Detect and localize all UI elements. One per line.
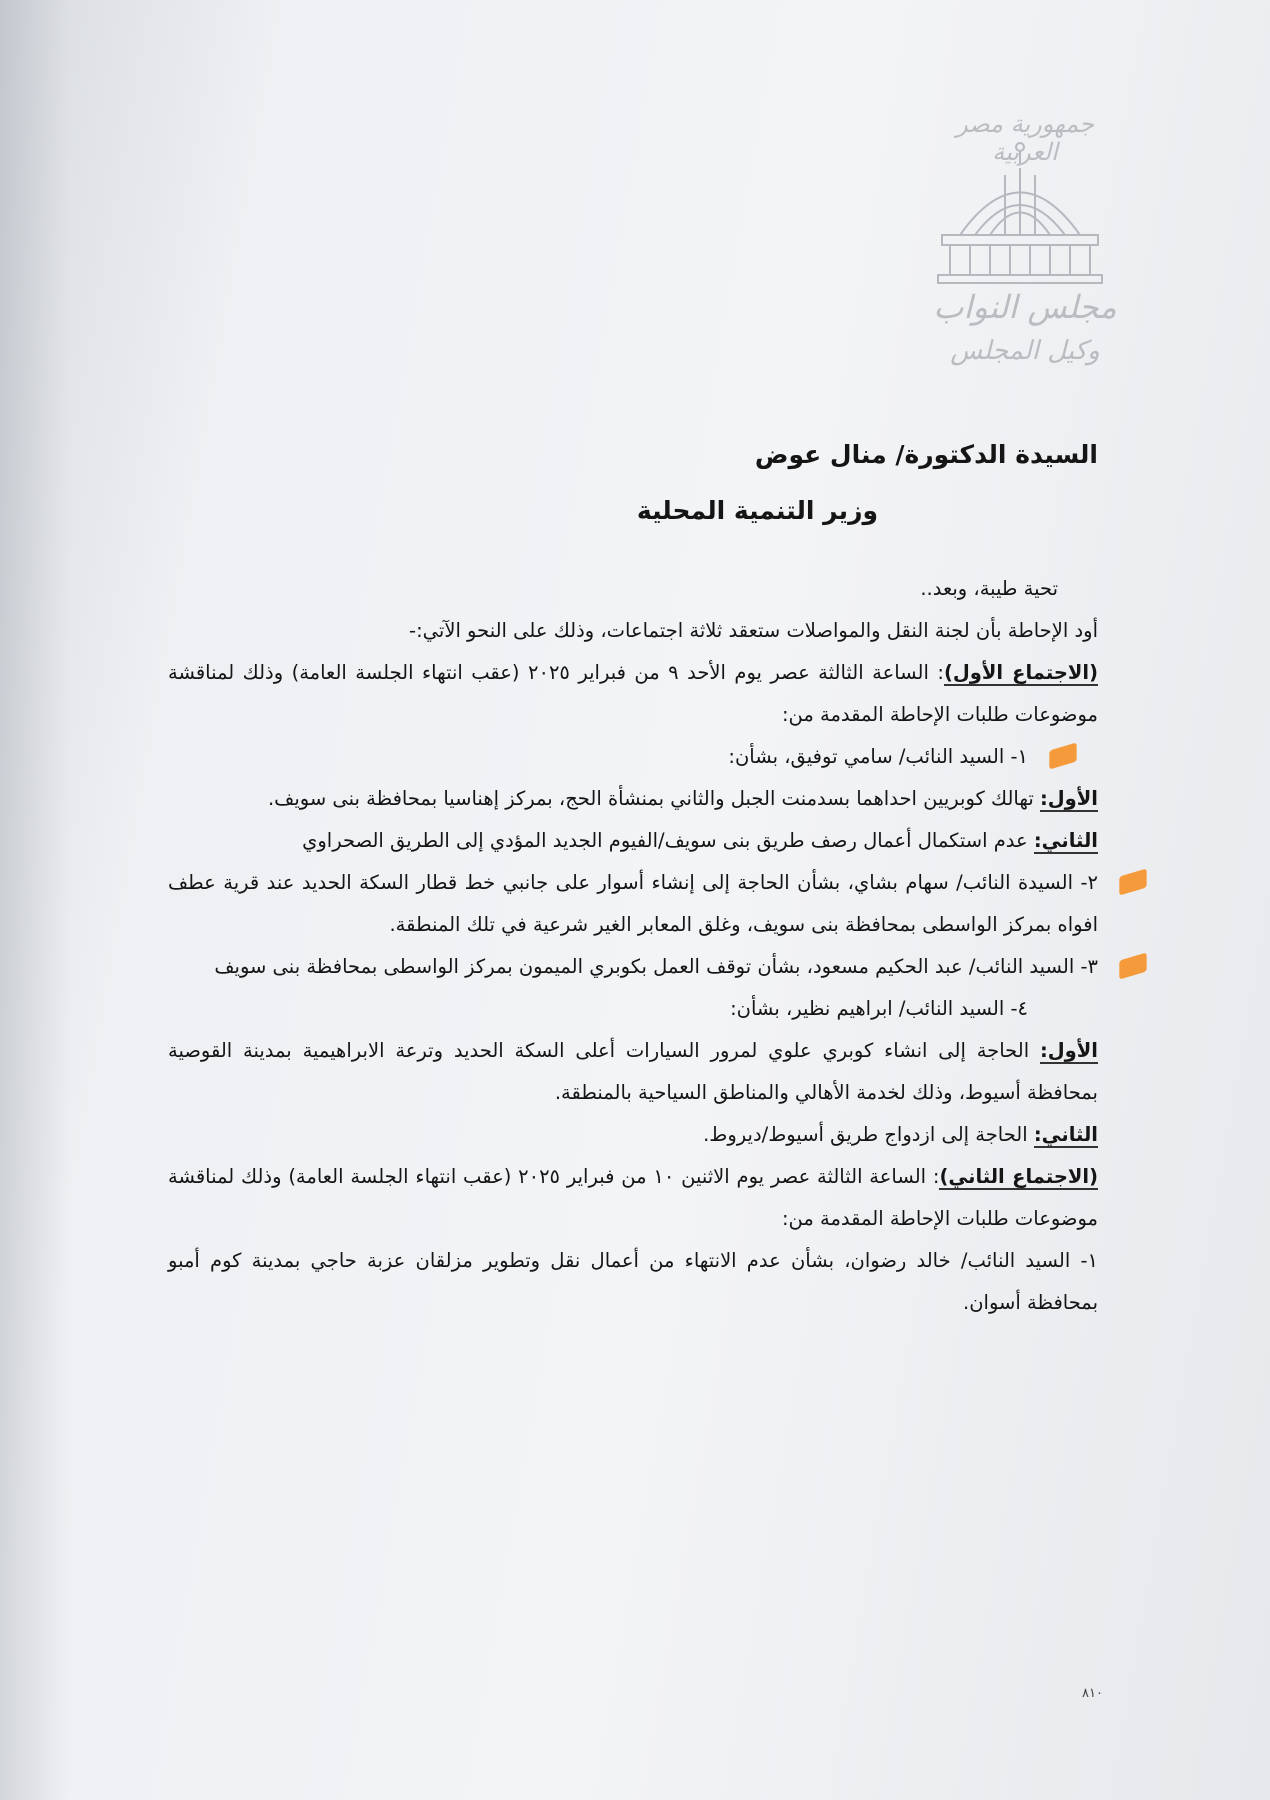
meeting1-item <box>168 862 1098 946</box>
emblem-office: وكيل المجلس <box>950 336 1100 366</box>
list-item: ١- السيد النائب/ خالد رضوان، بشأن عدم الانتهاء من أعمال نقل وتطوير مزلقان عزبة حاجي بمدينة كوم أمبو بمحافظة أسوان. <box>168 1249 1098 1314</box>
letter-body <box>168 440 1098 1324</box>
meeting1-item <box>168 946 1098 988</box>
meeting2-label: (الاجتماع الثاني) <box>939 1165 1098 1188</box>
sub-item-label: الأول: <box>1039 1039 1098 1062</box>
sub-item-label: الثاني: <box>1033 829 1098 852</box>
meeting1-text: : الساعة الثالثة عصر يوم الأحد ٩ من فبراير ٢٠٢٥ (عقب انتهاء الجلسة العامة) وذلك لمناقشة موضوعات طلبات الإحاطة المقدمة من: <box>168 661 1098 726</box>
sub-item-text: الحاجة إلى ازدواج طريق أسيوط/ديروط. <box>703 1123 1034 1146</box>
meeting1-label: (الاجتماع الأول) <box>943 661 1098 684</box>
sub-item-label: الأول: <box>1039 787 1098 810</box>
highlight-marker-icon <box>1119 868 1146 895</box>
meeting2-paragraph <box>168 1156 1098 1240</box>
highlight-marker-icon <box>1049 742 1076 769</box>
meeting2-text: : الساعة الثالثة عصر يوم الاثنين ١٠ من فبراير ٢٠٢٥ (عقب انتهاء الجلسة العامة) وذلك لمناقشة موضوعات طلبات الإحاطة المقدمة من: <box>168 1165 1098 1230</box>
sub-item <box>168 1030 1098 1114</box>
sub-item-label: الثاني: <box>1033 1123 1098 1146</box>
highlight-marker-icon <box>1119 952 1146 979</box>
greeting: تحية طيبة، وبعد.. <box>920 577 1058 600</box>
sub-item <box>168 778 1098 820</box>
addressee-name: السيدة الدكتورة/ منال عوض <box>754 440 1098 469</box>
meeting1-item <box>168 988 1028 1030</box>
sub-item-text: عدم استكمال أعمال رصف طريق بنى سويف/الفيوم الجديد المؤدي إلى الطريق الصحراوي <box>302 829 1034 852</box>
emblem-country: جمهورية مصر العربية <box>956 110 1094 166</box>
sub-item <box>168 1114 1098 1156</box>
sub-item-text: الحاجة إلى انشاء كوبري علوي لمرور السيارات أعلى السكة الحديد وترعة الابراهيمية بمدينة القوصية بمحافظة أسيوط، وذلك لخدمة الأهالي والمناطق السياحية بالمنطقة. <box>168 1039 1098 1104</box>
parliament-emblem <box>920 110 1130 380</box>
list-item: ٤- السيد النائب/ ابراهيم نظير، بشأن: <box>730 997 1028 1020</box>
sub-item <box>168 820 1098 862</box>
list-item: ١- السيد النائب/ سامي توفيق، بشأن: <box>728 745 1028 768</box>
emblem-council: مجلس النواب <box>933 288 1117 326</box>
addressee-title: وزير التنمية المحلية <box>636 496 878 525</box>
list-item: ٣- السيد النائب/ عبد الحكيم مسعود، بشأن توقف العمل بكوبري الميمون بمركز الواسطى بمحافظة بنى سويف <box>214 955 1098 978</box>
page-number: ٨١٠ <box>1082 1686 1103 1701</box>
intro-paragraph: أود الإحاطة بأن لجنة النقل والمواصلات ستعقد ثلاثة اجتماعات، وذلك على النحو الآتي:- <box>409 619 1098 642</box>
meeting2-item <box>168 1240 1098 1324</box>
meeting1-paragraph <box>168 652 1098 736</box>
list-item: ٢- السيدة النائب/ سهام بشاي، بشأن الحاجة إلى إنشاء أسوار على جانبي خط قطار السكة الحديد عند قرية عطف افواه بمركز الواسطى بمحافظة بنى سويف، وغلق المعابر الغير شرعية في تلك المنطقة. <box>168 871 1098 936</box>
sub-item-text: تهالك كوبريين احداهما بسدمنت الجبل والثاني بمنشأة الحج، بمركز إهناسيا بمحافظة بنى سويف. <box>267 787 1040 810</box>
meeting1-item <box>168 736 1028 778</box>
